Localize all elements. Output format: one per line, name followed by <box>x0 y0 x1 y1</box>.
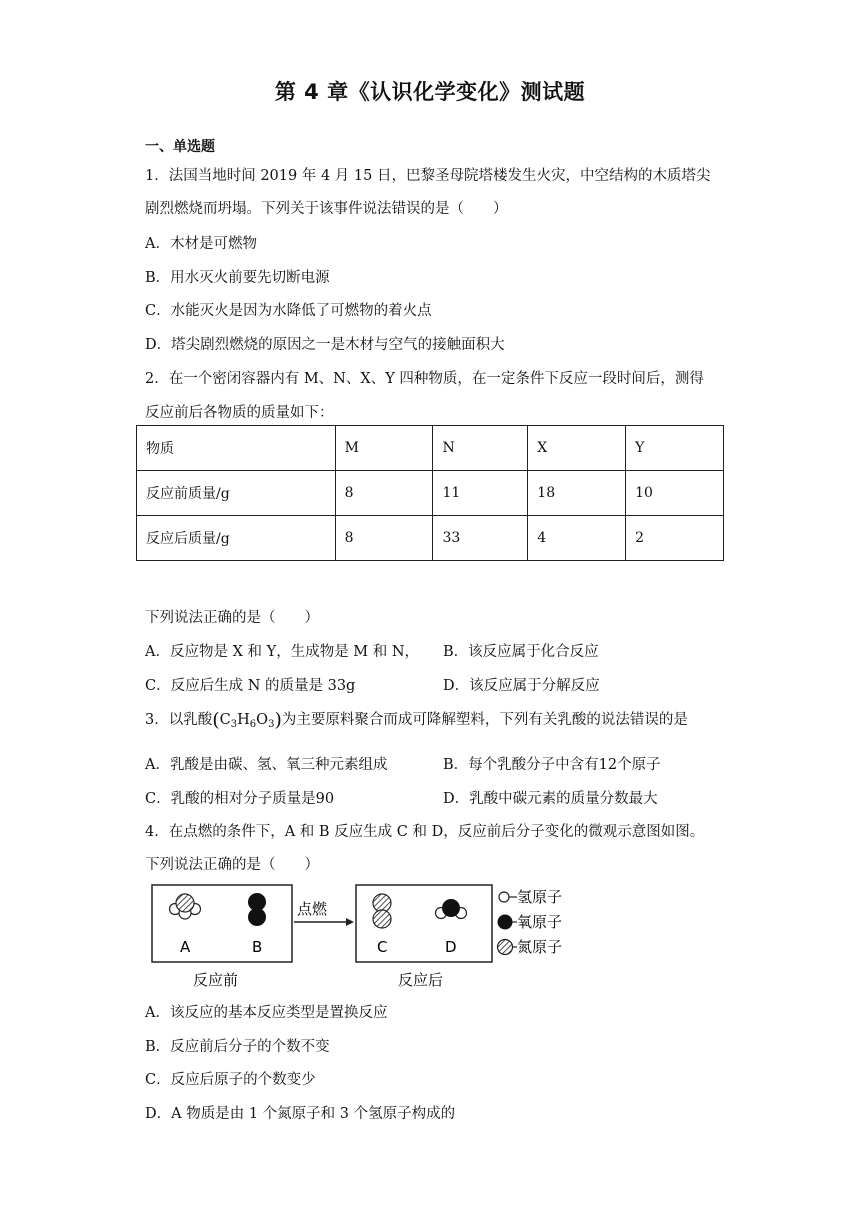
molecule-c-icon <box>373 894 391 928</box>
arrow-head-icon <box>346 918 354 926</box>
table-row <box>137 471 724 516</box>
legend-oxygen-label: 氧原子 <box>517 913 563 931</box>
table-cell: 18 <box>528 471 626 516</box>
q2-option-a: A．反应物是 X 和 Y，生成物是 M 和 N， <box>145 644 420 660</box>
label-b: B <box>252 938 263 956</box>
table-cell: 2 <box>626 516 724 561</box>
q2-option-d: D．该反应属于分解反应 <box>443 678 600 694</box>
table-header-row <box>137 426 724 471</box>
q4-option-a: A．该反应的基本反应类型是置换反应 <box>145 1005 388 1021</box>
q2-stem-line2: 反应前后各物质的质量如下： <box>145 405 334 421</box>
q1-option-c: C．水能灭火是因为水降低了可燃物的着火点 <box>145 303 432 319</box>
q4-stem-line1: 4．在点燃的条件下，A 和 B 反应生成 C 和 D，反应前后分子变化的微观示意图如图。 <box>145 824 705 840</box>
mass-table <box>136 425 724 561</box>
nitrogen-atom-icon <box>498 940 513 955</box>
table-cell: 反应前质量/g <box>137 471 336 516</box>
table-header-cell: Y <box>626 426 724 471</box>
table-cell: 10 <box>626 471 724 516</box>
label-d: D <box>445 938 457 956</box>
q1-stem-line2: 剧烈燃烧而坍塌。下列关于该事件说法错误的是（ ） <box>145 201 508 217</box>
q3-prefix: 3．以乳酸 <box>145 712 213 728</box>
q1-option-b: B．用水灭火前要先切断电源 <box>145 270 330 286</box>
before-box <box>152 885 292 962</box>
q3-option-b: B．每个乳酸分子中含有12个原子 <box>443 757 661 773</box>
q3-option-d: D．乳酸中碳元素的质量分数最大 <box>443 791 658 807</box>
legend-oxygen <box>498 913 563 931</box>
oxygen-atom-icon <box>498 915 513 930</box>
table-header-cell: M <box>335 426 433 471</box>
table-row <box>137 516 724 561</box>
table-cell: 4 <box>528 516 626 561</box>
table-header-cell: 物质 <box>137 426 336 471</box>
label-c: C <box>377 938 388 956</box>
table-header-cell: N <box>433 426 528 471</box>
q2-option-c: C．反应后生成 N 的质量是 33g <box>145 678 356 694</box>
q3-suffix: 为主要原料聚合而成可降解塑料，下列有关乳酸的说法错误的是 <box>281 712 688 728</box>
table-cell: 8 <box>335 516 433 561</box>
q2-option-b: B．该反应属于化合反应 <box>443 644 599 660</box>
molecule-d-icon <box>436 899 467 919</box>
q4-option-d: D．A 物质是由 1 个氮原子和 3 个氢原子构成的 <box>145 1106 456 1122</box>
q1-stem-line1: 1．法国当地时间 2019 年 4 月 15 日，巴黎圣母院塔楼发生火灾，中空结构的木质塔尖 <box>145 168 711 184</box>
table-cell: 8 <box>335 471 433 516</box>
lactic-acid-formula: $C_3H_6O_3$ <box>219 712 275 730</box>
label-a: A <box>180 938 191 956</box>
q2-prompt: 下列说法正确的是（ ） <box>145 610 319 626</box>
before-label: 反应前 <box>193 971 239 989</box>
molecule-b-icon <box>248 893 266 926</box>
q3-stem: 3．以乳酸$(C_3H_6O_3)$为主要原料聚合而成可降解塑料，下列有关乳酸的说法错误的是 <box>145 709 688 731</box>
after-label: 反应后 <box>398 971 444 989</box>
reaction-diagram <box>145 875 595 995</box>
q4-stem-line2: 下列说法正确的是（ ） <box>145 857 319 873</box>
q1-option-d: D．塔尖剧烈燃烧的原因之一是木材与空气的接触面积大 <box>145 337 505 353</box>
q3-option-a: A．乳酸是由碳、氢、氧三种元素组成 <box>145 757 388 773</box>
q4-option-c: C．反应后原子的个数变少 <box>145 1072 316 1088</box>
arrow-label: 点燃 <box>297 900 328 918</box>
table-header-cell: X <box>528 426 626 471</box>
q4-option-b: B．反应前后分子的个数不变 <box>145 1039 330 1055</box>
legend-nitrogen <box>498 938 563 956</box>
q1-option-a: A．木材是可燃物 <box>145 236 257 252</box>
table-cell: 11 <box>433 471 528 516</box>
legend-hydrogen-label: 氢原子 <box>517 888 563 906</box>
q3-option-c: C．乳酸的相对分子质量是90 <box>145 791 335 807</box>
legend-hydrogen <box>499 888 562 906</box>
q2-stem-line1: 2．在一个密闭容器内有 M、N、X、Y 四种物质，在一定条件下反应一段时间后，测得 <box>145 371 704 387</box>
legend-nitrogen-label: 氮原子 <box>517 938 563 956</box>
page-title: 第 4 章《认识化学变化》测试题 <box>274 80 586 104</box>
table-cell: 33 <box>433 516 528 561</box>
molecule-a-icon <box>170 894 201 919</box>
table-cell: 反应后质量/g <box>137 516 336 561</box>
hydrogen-atom-icon <box>499 892 509 902</box>
section-heading: 一、单选题 <box>145 139 215 155</box>
